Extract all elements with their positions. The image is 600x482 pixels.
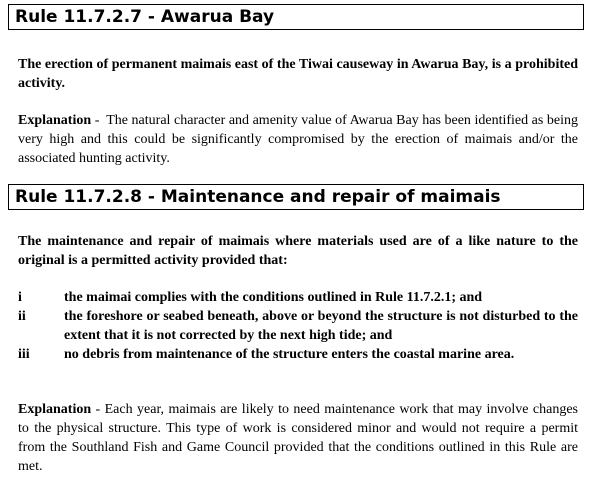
explanation-label: Explanation [18,113,92,128]
explanation-label: Explanation [18,402,92,417]
rule-11-7-2-8-heading: Rule 11.7.2.8 - Maintenance and repair of maimais [8,184,584,210]
condition-item [18,288,578,307]
explanation-text: The natural character and amenity value of Awarua Bay has been identified as being very high and this could be significantly compromised by the erection of maimais and/or the associated hunting activity. [18,113,578,166]
condition-text: the maimai complies with the conditions outlined in Rule 11.7.2.1; and [64,290,483,305]
rule-11-7-2-7-statement: The erection of permanent maimais east of the Tiwai causeway in Awarua Bay, is a prohibited activity. [18,57,578,91]
condition-item [18,345,578,364]
condition-number: ii [18,309,26,324]
explanation-text: Each year, maimais are likely to need maintenance work that may involve changes to the physical structure. This type of work is considered minor and would not require a permit from the Southland Fish and Game Council provided that the conditions outlined in this Rule are met. [18,402,578,474]
rule-11-7-2-7-explanation [18,111,578,168]
rule-11-7-2-8-explanation [18,400,578,476]
rule-11-7-2-7-heading: Rule 11.7.2.7 - Awarua Bay [8,4,584,30]
condition-number: i [18,290,22,305]
explanation-separator: - [91,402,105,417]
condition-number: iii [18,347,30,362]
conditions-list [18,288,578,364]
rule-11-7-2-8-statement: The maintenance and repair of maimais where materials used are of a like nature to the original is a permitted activity provided that: [18,234,578,268]
condition-text: no debris from maintenance of the structure enters the coastal marine area. [64,347,515,362]
explanation-separator: - [91,113,107,128]
condition-text: the foreshore or seabed beneath, above or beyond the structure is not disturbed to the extent that it is not corrected by the next high tide; and [64,309,578,343]
condition-item [18,307,578,345]
